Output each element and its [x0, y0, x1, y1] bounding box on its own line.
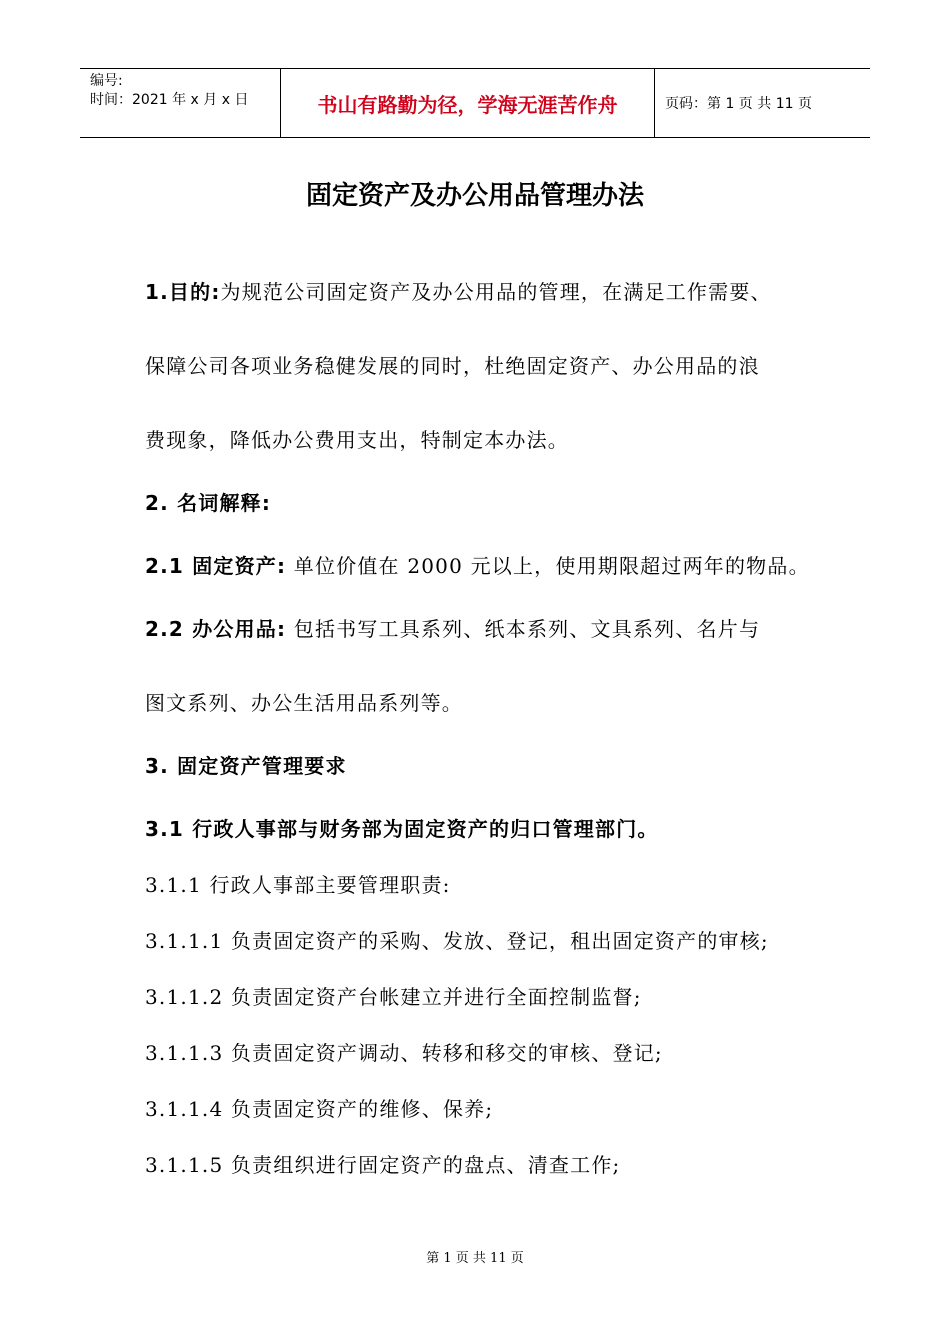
paragraph-2-2-line-2: 图文系列、办公生活用品系列等。	[145, 691, 463, 715]
section-3-heading: 3. 固定资产管理要求	[145, 754, 347, 778]
item-3-1-1-3: 3.1.1.3 负责固定资产调动、转移和移交的审核、登记;	[145, 1041, 663, 1065]
header-meta	[80, 69, 281, 137]
purpose-line-3: 费现象，降低办公费用支出，特制定本办法。	[145, 428, 569, 452]
header-page-info: 页码：第 1 页 共 11 页	[665, 96, 812, 112]
term-fixed-asset: 2.1 固定资产:	[145, 554, 287, 578]
item-3-1-1-4: 3.1.1.4 负责固定资产的维修、保养;	[145, 1097, 494, 1121]
header-table	[80, 68, 870, 138]
section-3-1-1: 3.1.1 行政人事部主要管理职责:	[145, 873, 451, 897]
term-office-supplies: 2.2 办公用品:	[145, 617, 287, 641]
purpose-heading: 1.目的:	[145, 280, 221, 304]
paragraph-2-1	[145, 550, 810, 579]
item-3-1-1-5: 3.1.1.5 负责组织进行固定资产的盘点、清查工作;	[145, 1153, 621, 1177]
paragraph-2-2	[145, 613, 760, 642]
purpose-line-2: 保障公司各项业务稳健发展的同时，杜绝固定资产、办公用品的浪	[145, 354, 760, 378]
document-title: 固定资产及办公用品管理办法	[305, 181, 644, 211]
section-3-1-heading: 3.1 行政人事部与财务部为固定资产的归口管理部门。	[145, 817, 659, 841]
header-motto: 书山有路勤为径，学海无涯苦作舟	[281, 69, 655, 137]
paragraph-purpose	[145, 276, 772, 305]
number-label: 编号:	[90, 73, 123, 89]
section-2-heading: 2. 名词解释:	[145, 491, 272, 515]
item-3-1-1-1: 3.1.1.1 负责固定资产的采购、发放、登记，租出固定资产的审核;	[145, 929, 769, 953]
definition-fixed-asset: 单位价值在 2000 元以上，使用期限超过两年的物品。	[286, 554, 810, 578]
time-label: 时间：2021 年 x 月 x 日	[90, 92, 249, 108]
page-footer: 第 1 页 共 11 页	[426, 1251, 524, 1266]
item-3-1-1-2: 3.1.1.2 负责固定资产台帐建立并进行全面控制监督;	[145, 985, 642, 1009]
definition-office-supplies: 包括书写工具系列、纸本系列、文具系列、名片与	[286, 617, 761, 641]
purpose-text: 为规范公司固定资产及办公用品的管理，在满足工作需要、	[220, 280, 772, 304]
